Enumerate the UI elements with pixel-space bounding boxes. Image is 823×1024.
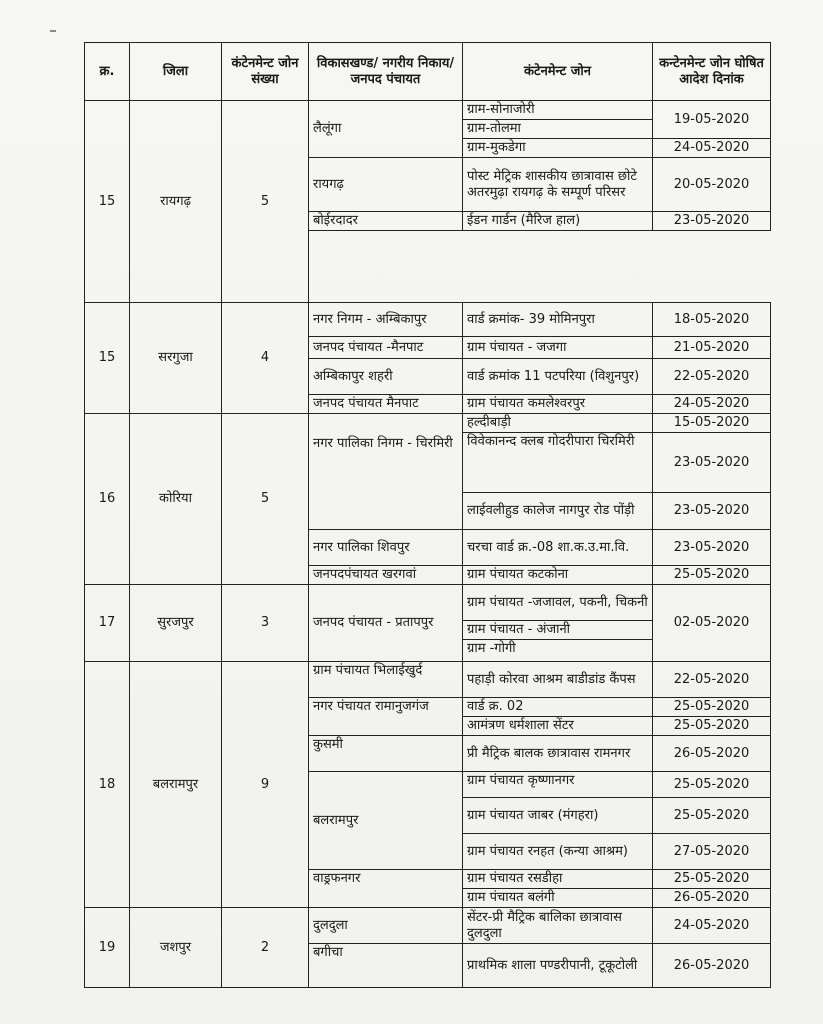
sr-cell: 17	[85, 585, 130, 662]
sr-cell: 15	[85, 303, 130, 414]
zone-cell: विवेकानन्द क्लब गोदरीपारा चिरमिरी	[463, 433, 653, 493]
zone-cell: ईडन गार्डन (मैरिज हाल)	[463, 212, 653, 231]
date-cell: 02-05-2020	[653, 585, 771, 662]
block-cell: बलरामपुर	[309, 772, 463, 870]
date-cell: 25-05-2020	[653, 772, 771, 798]
table-row	[85, 101, 771, 120]
date-cell: 23-05-2020	[653, 433, 771, 493]
header-row	[85, 43, 771, 101]
zone-cell: ग्राम-तोलमा	[463, 120, 653, 139]
district-cell: सरगुजा	[130, 303, 222, 414]
zone-cell: ग्राम पंचायत जाबर (मंगहरा)	[463, 798, 653, 834]
date-cell: 25-05-2020	[653, 870, 771, 889]
block-cell: वाड्रफनगर	[309, 870, 463, 908]
table-row	[85, 414, 771, 433]
table-row	[85, 662, 771, 698]
district-cell: जशपुर	[130, 908, 222, 988]
header-date: कन्टेनमेन्ट जोन घोषित आदेश दिनांक	[653, 43, 771, 101]
zone-cell: हल्दीबाड़ी	[463, 414, 653, 433]
date-cell: 23-05-2020	[653, 493, 771, 530]
block-cell: अम्बिकापुर शहरी	[309, 359, 463, 395]
scan-mark	[50, 30, 56, 32]
zone-cell: लाईवलीहुड कालेज नागपुर रोड पोंड़ी	[463, 493, 653, 530]
block-cell: लैलूंगा	[309, 101, 463, 158]
zone-cell: ग्राम पंचायत कृष्णानगर	[463, 772, 653, 798]
zone-cell: सेंटर-प्री मैट्रिक बालिका छात्रावास दुलदुला	[463, 908, 653, 944]
zone-count-cell: 9	[222, 662, 309, 908]
zone-cell: ग्राम पंचायत रनहत (कन्या आश्रम)	[463, 834, 653, 870]
date-cell: 23-05-2020	[653, 530, 771, 566]
zone-cell: प्राथमिक शाला पण्डरीपानी, टूकूटोली	[463, 944, 653, 988]
block-cell: बोईरदादर	[309, 212, 463, 231]
date-cell: 19-05-2020	[653, 101, 771, 139]
block-cell: ग्राम पंचायत भिलाईखुर्द	[309, 662, 463, 698]
block-cell: रायगढ़	[309, 158, 463, 212]
block-cell: नगर निगम - अम्बिकापुर	[309, 303, 463, 337]
date-cell: 22-05-2020	[653, 359, 771, 395]
date-cell: 24-05-2020	[653, 908, 771, 944]
header-zone-count: कंटेनमेन्ट जोन संख्या	[222, 43, 309, 101]
date-cell: 24-05-2020	[653, 139, 771, 158]
block-cell: नगर पंचायत रामानुजगंज	[309, 698, 463, 736]
district-cell: रायगढ़	[130, 101, 222, 303]
district-cell: बलरामपुर	[130, 662, 222, 908]
zone-cell: ग्राम पंचायत बलंगी	[463, 889, 653, 908]
header-zone: कंटेनमेन्ट जोन	[463, 43, 653, 101]
zone-cell: वार्ड क्रमांक 11 पटपरिया (विशुनपुर)	[463, 359, 653, 395]
date-cell: 24-05-2020	[653, 395, 771, 414]
table-row	[85, 585, 771, 621]
date-cell: 25-05-2020	[653, 566, 771, 585]
block-cell: जनपद पंचायत -मैनपाट	[309, 337, 463, 359]
zone-count-cell: 2	[222, 908, 309, 988]
date-cell: 25-05-2020	[653, 798, 771, 834]
date-cell: 20-05-2020	[653, 158, 771, 212]
zone-cell: ग्राम पंचायत कटकोना	[463, 566, 653, 585]
date-cell: 21-05-2020	[653, 337, 771, 359]
zone-cell: ग्राम पंचायत रसडीहा	[463, 870, 653, 889]
zone-count-cell: 4	[222, 303, 309, 414]
zone-cell: आमंत्रण धर्मशाला सेंटर	[463, 717, 653, 736]
zone-cell: वार्ड क्र. 02	[463, 698, 653, 717]
zone-count-cell: 5	[222, 414, 309, 585]
table-row	[85, 303, 771, 337]
table-row	[85, 908, 771, 944]
zone-count-cell: 5	[222, 101, 309, 303]
zone-cell: पोस्ट मेट्रिक शासकीय छात्रावास छोटे अतरमुढ़ा रायगढ़ के सम्पूर्ण परिसर	[463, 158, 653, 212]
block-cell: बगीचा	[309, 944, 463, 988]
date-cell: 15-05-2020	[653, 414, 771, 433]
zone-cell: वार्ड क्रमांक- 39 मोमिनपुरा	[463, 303, 653, 337]
zone-cell: प्री मैट्रिक बालक छात्रावास रामनगर	[463, 736, 653, 772]
date-cell: 18-05-2020	[653, 303, 771, 337]
zone-cell: ग्राम-सोनाजोरी	[463, 101, 653, 120]
sr-cell: 15	[85, 101, 130, 303]
header-district: जिला	[130, 43, 222, 101]
block-cell: नगर पालिका निगम - चिरमिरी	[309, 414, 463, 530]
zone-cell: ग्राम पंचायत - जजगा	[463, 337, 653, 359]
header-block: विकासखण्ड/ नगरीय निकाय/ जनपद पंचायत	[309, 43, 463, 101]
date-cell: 22-05-2020	[653, 662, 771, 698]
zone-cell: ग्राम -गोगी	[463, 640, 653, 662]
sr-cell: 19	[85, 908, 130, 988]
district-cell: कोरिया	[130, 414, 222, 585]
zone-count-cell: 3	[222, 585, 309, 662]
block-cell: दुलदुला	[309, 908, 463, 944]
block-cell: जनपद पंचायत मैनपाट	[309, 395, 463, 414]
block-cell: जनपद पंचायत - प्रतापपुर	[309, 585, 463, 662]
date-cell: 25-05-2020	[653, 698, 771, 717]
block-cell: कुसमी	[309, 736, 463, 772]
date-cell: 27-05-2020	[653, 834, 771, 870]
date-cell: 26-05-2020	[653, 889, 771, 908]
date-cell: 23-05-2020	[653, 212, 771, 231]
header-sr: क्र.	[85, 43, 130, 101]
date-cell: 25-05-2020	[653, 717, 771, 736]
date-cell: 26-05-2020	[653, 944, 771, 988]
zone-cell: ग्राम पंचायत कमलेश्वरपुर	[463, 395, 653, 414]
zone-cell: ग्राम-मुकडेगा	[463, 139, 653, 158]
block-cell: नगर पालिका शिवपुर	[309, 530, 463, 566]
date-cell: 26-05-2020	[653, 736, 771, 772]
block-cell: जनपदपंचायत खरगवां	[309, 566, 463, 585]
sr-cell: 18	[85, 662, 130, 908]
zone-cell: चरचा वार्ड क्र.-08 शा.क.उ.मा.वि.	[463, 530, 653, 566]
zone-cell: पहाड़ी कोरवा आश्रम बाडीडांड कैंपस	[463, 662, 653, 698]
zone-cell: ग्राम पंचायत -जजावल, पकनी, चिकनी	[463, 585, 653, 621]
zone-cell: ग्राम पंचायत - अंजानी	[463, 621, 653, 640]
sr-cell: 16	[85, 414, 130, 585]
containment-zone-table	[84, 42, 771, 988]
district-cell: सुरजपुर	[130, 585, 222, 662]
